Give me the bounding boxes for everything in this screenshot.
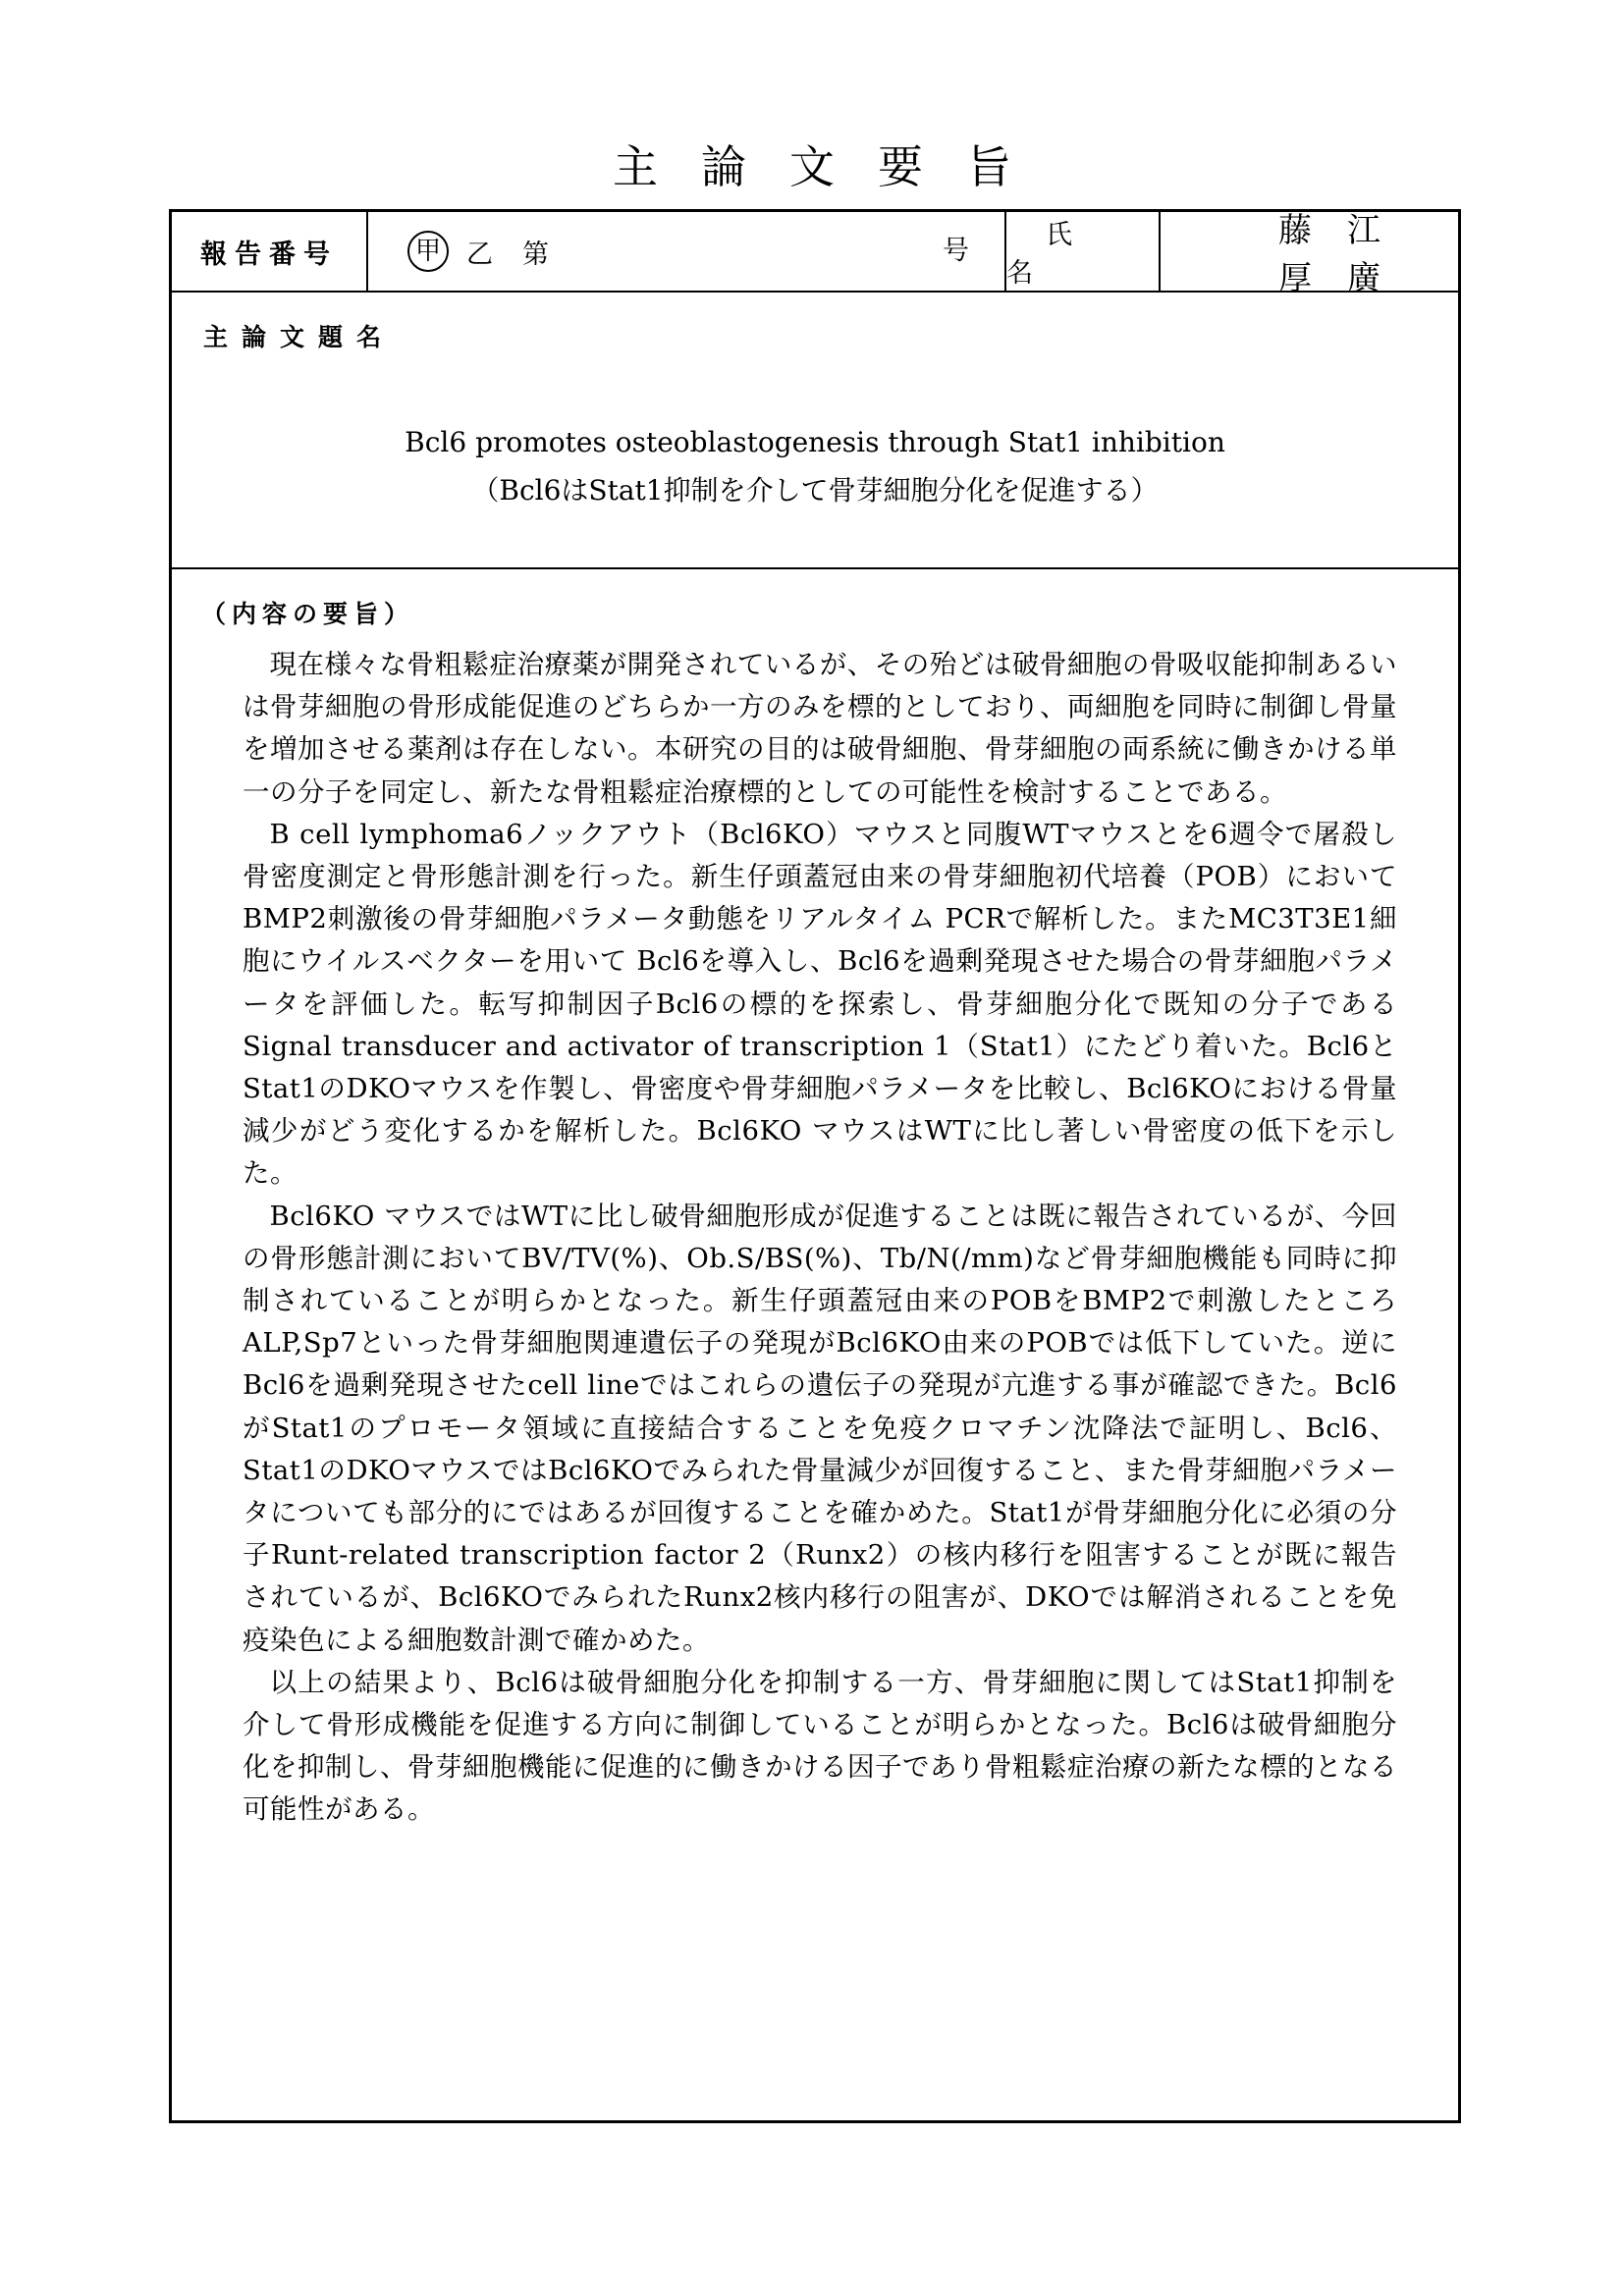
form-frame: [169, 209, 1461, 2123]
page-title: 主論文要旨: [613, 140, 1055, 193]
report-number-label: 報告番号: [172, 212, 368, 291]
otsu-text: 乙: [466, 239, 493, 270]
content-summary-label: （内容の要旨）: [201, 600, 415, 628]
thesis-title-label: 主論文題名: [203, 323, 396, 351]
dai-text: 第: [522, 239, 549, 270]
summary-body: [243, 644, 1397, 1832]
thesis-title-english: Bcl6 promotes osteoblastogenesis through Stat1 inhibition: [405, 426, 1225, 458]
report-number-cell: [368, 212, 1006, 291]
report-number-row: [172, 211, 1458, 298]
content-summary-section: [172, 567, 1458, 2118]
thesis-title-section: [172, 291, 1458, 569]
name-label: 氏名: [1006, 212, 1161, 291]
author-name: 藤江厚廣: [1278, 211, 1416, 298]
go-text: 号: [943, 236, 969, 266]
summary-paragraph: 以上の結果より、Bcl6は破骨細胞分化を抑制する一方、骨芽細胞に関してはStat1抑制を介して骨形成機能を促進する方向に制御していることが明らかとなった。Bcl6は破骨細胞分化を抑制し、骨芽細胞機能に促進的に働きかける因子であり骨粗鬆症治療の新たな標的となる可能性がある。: [243, 1666, 1397, 1826]
summary-paragraph: 現在様々な骨粗鬆症治療薬が開発されているが、その殆どは破骨細胞の骨吸収能抑制あるいは骨芽細胞の骨形成能促進のどちらか一方のみを標的としており、両細胞を同時に制御し骨量を増加させる薬剤は存在しない。本研究の目的は破骨細胞、骨芽細胞の両系統に働きかける単一の分子を同定し、新たな骨粗鬆症治療標的としての可能性を検討することである。: [243, 649, 1397, 808]
thesis-title-japanese: （Bcl6はStat1抑制を介して骨芽細胞分化を促進する）: [471, 474, 1159, 507]
summary-paragraph: Bcl6KO マウスではWTに比し破骨細胞形成が促進することは既に報告されているが、今回の骨形態計測においてBV/TV(%)、Ob.S/BS(%)、Tb/N(/mm)など骨芽細胞機能も同時に抑制されていることが明らかとなった。新生仔頭蓋冠由来のPOBをBMP2で刺激したところALP,Sp7といった骨芽細胞関連遺伝子の発現がBcl6KO由来のPOBでは低下していた。逆にBcl6を過剰発現させたcell lineではこれらの遺伝子の発現が亢進する事が確認できた。Bcl6がStat1のプロモータ領域に直接結合することを免疫クロマチン沈降法で証明し、Bcl6、Stat1のDKOマウスではBcl6KOでみられた骨量減少が回復すること、また骨芽細胞パラメータについても部分的にではあるが回復することを確かめた。Stat1が骨芽細胞分化に必須の分子Runt-related transcription factor 2（Runx2）の核内移行を阻害することが既に報告されているが、Bcl6KOでみられたRunx2核内移行の阻害が、DKOでは解消されることを免疫染色による細胞数計測で確かめた。: [243, 1200, 1397, 1656]
summary-paragraph: B cell lymphoma6ノックアウト（Bcl6KO）マウスと同腹WTマウスとを6週令で屠殺し骨密度測定と骨形態計測を行った。新生仔頭蓋冠由来の骨芽細胞初代培養（POB）においてBMP2刺激後の骨芽細胞パラメータ動態をリアルタイム PCRで解析した。またMC3T3E1細胞にウイルスベクターを用いて Bcl6を導入し、Bcl6を過剰発現させた場合の骨芽細胞パラメータを評価した。転写抑制因子Bcl6の標的を探索し、骨芽細胞分化で既知の分子であるSignal transducer and activator of transcription 1（Stat1）にたどり着いた。Bcl6とStat1のDKOマウスを作製し、骨密度や骨芽細胞パラメータを比較し、Bcl6KOにおける骨量減少がどう変化するかを解析した。Bcl6KO マウスはWTに比し著しい骨密度の低下を示した。: [243, 818, 1397, 1190]
kou-circled-mark: 甲: [407, 231, 449, 272]
